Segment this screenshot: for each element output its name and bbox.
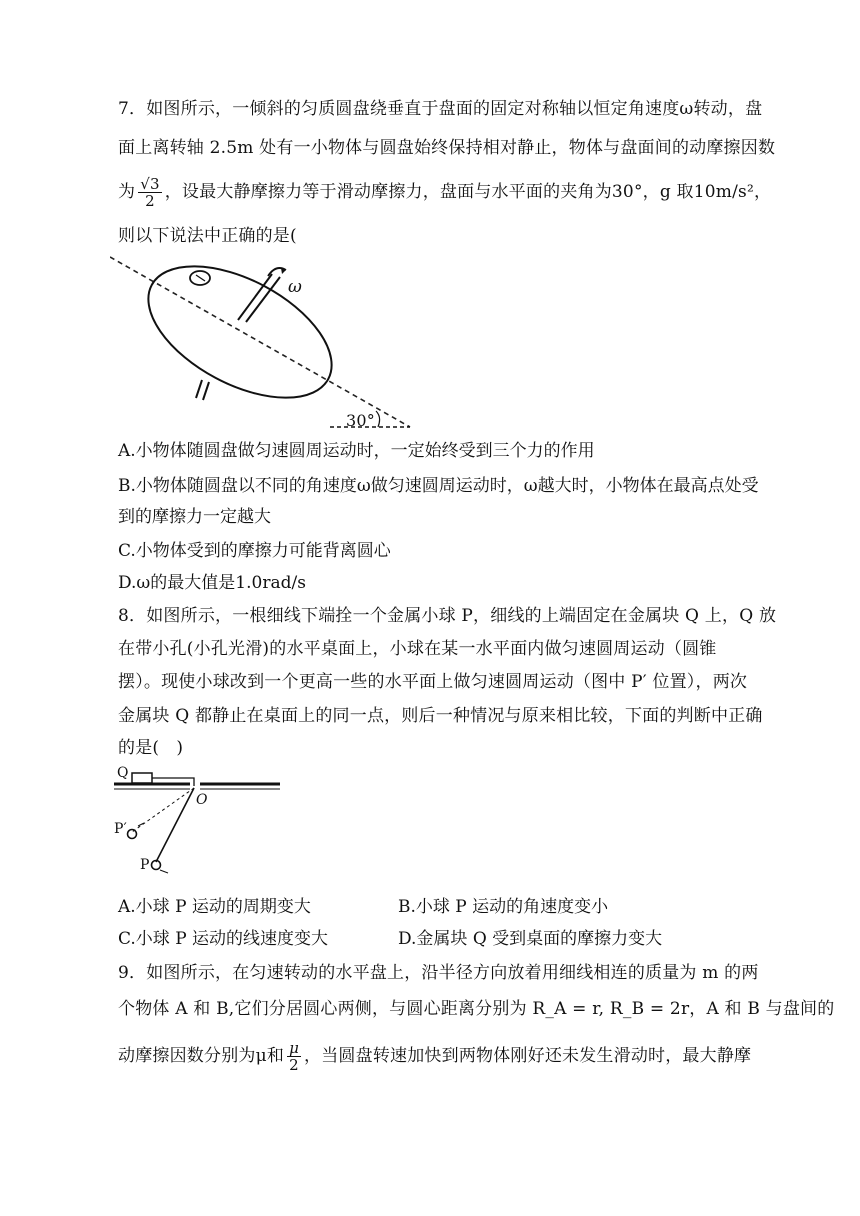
q7-line-4: 则以下说法中正确的是( — [118, 226, 297, 246]
q7-line-3-suffix: ，设最大静摩擦力等于滑动摩擦力，盘面与水平面的夹角为30°，g 取10m/s²， — [164, 182, 772, 202]
q9-line-3-suffix: ，当圆盘转速加快到两物体刚好还未发生滑动时，最大静摩 — [304, 1046, 752, 1066]
q7-line-2: 面上离转轴 2.5m 处有一小物体与圆盘始终保持相对静止，物体与盘面间的动摩擦因数 — [118, 138, 776, 158]
q7-option-b-line-1: B.小物体随圆盘以不同的角速度ω做匀速圆周运动时，ω越大时，小物体在最高点处受 — [118, 476, 759, 496]
q7-option-b-line-2: 到的摩擦力一定越大 — [118, 507, 271, 527]
q7-line-3-prefix: 为 — [118, 182, 136, 202]
q7-line-1: 7．如图所示，一倾斜的匀质圆盘绕垂直于盘面的固定对称轴以恒定角速度ω转动，盘 — [118, 99, 763, 119]
q8-line-4: 金属块 Q 都静止在桌面上的同一点，则后一种情况与原来相比较，下面的判断中正确 — [118, 706, 763, 726]
q7-option-c: C.小物体受到的摩擦力可能背离圆心 — [118, 541, 391, 561]
q8-block-q-label: Q — [117, 765, 129, 781]
q8-option-a: A.小球 P 运动的周期变大 — [118, 897, 311, 917]
q7-tilted-disk-figure — [110, 252, 430, 432]
q9-line-3 — [118, 1040, 751, 1073]
q9-fraction-numerator: μ — [289, 1039, 300, 1057]
q8-hole-o-label: O — [196, 792, 208, 808]
q7-option-a: A.小物体随圆盘做匀速圆周运动时，一定始终受到三个力的作用 — [118, 441, 595, 461]
q7-fraction-denominator: 2 — [145, 192, 155, 210]
q8-line-2: 在带小孔(小孔光滑)的水平桌面上，小球在某一水平面内做匀速圆周运动（圆锥 — [118, 639, 717, 659]
q8-option-c: C.小球 P 运动的线速度变大 — [118, 929, 329, 949]
q8-option-b: B.小球 P 运动的角速度变小 — [398, 897, 609, 917]
q8-ball-p-prime-label: P′ — [114, 821, 127, 837]
q7-fraction-numerator: √3 — [140, 175, 160, 193]
q9-line-3-prefix: 动摩擦因数分别为μ和 — [118, 1046, 285, 1066]
q7-line-3 — [118, 176, 771, 209]
q7-friction-fraction — [138, 176, 162, 209]
q9-line-1: 9．如图所示，在匀速转动的水平盘上，沿半径方向放着用细线相连的质量为 m 的两 — [118, 963, 759, 983]
q8-option-d: D.金属块 Q 受到桌面的摩擦力变大 — [398, 929, 663, 949]
q7-option-d: D.ω的最大值是1.0rad/s — [118, 573, 306, 593]
q8-ball-p-label: P — [140, 857, 150, 873]
q8-line-1: 8．如图所示，一根细线下端拴一个金属小球 P，细线的上端固定在金属块 Q 上，Q 放 — [118, 606, 777, 626]
q8-conical-pendulum-figure — [112, 762, 292, 882]
q9-line-2: 个物体 A 和 B,它们分居圆心两侧，与圆心距离分别为 R_A = r, R_B = 2r，A 和 B 与盘间的 — [118, 999, 835, 1019]
q8-line-3: 摆）。现使小球改到一个更高一些的水平面上做匀速圆周运动（图中 P′ 位置），两次 — [118, 672, 748, 692]
q7-angle-label: 30° — [346, 411, 375, 430]
q7-omega-label: ω — [288, 277, 303, 297]
q9-friction-fraction — [287, 1040, 301, 1073]
q9-fraction-denominator: 2 — [289, 1056, 299, 1074]
q8-line-5: 的是( ) — [118, 738, 184, 758]
